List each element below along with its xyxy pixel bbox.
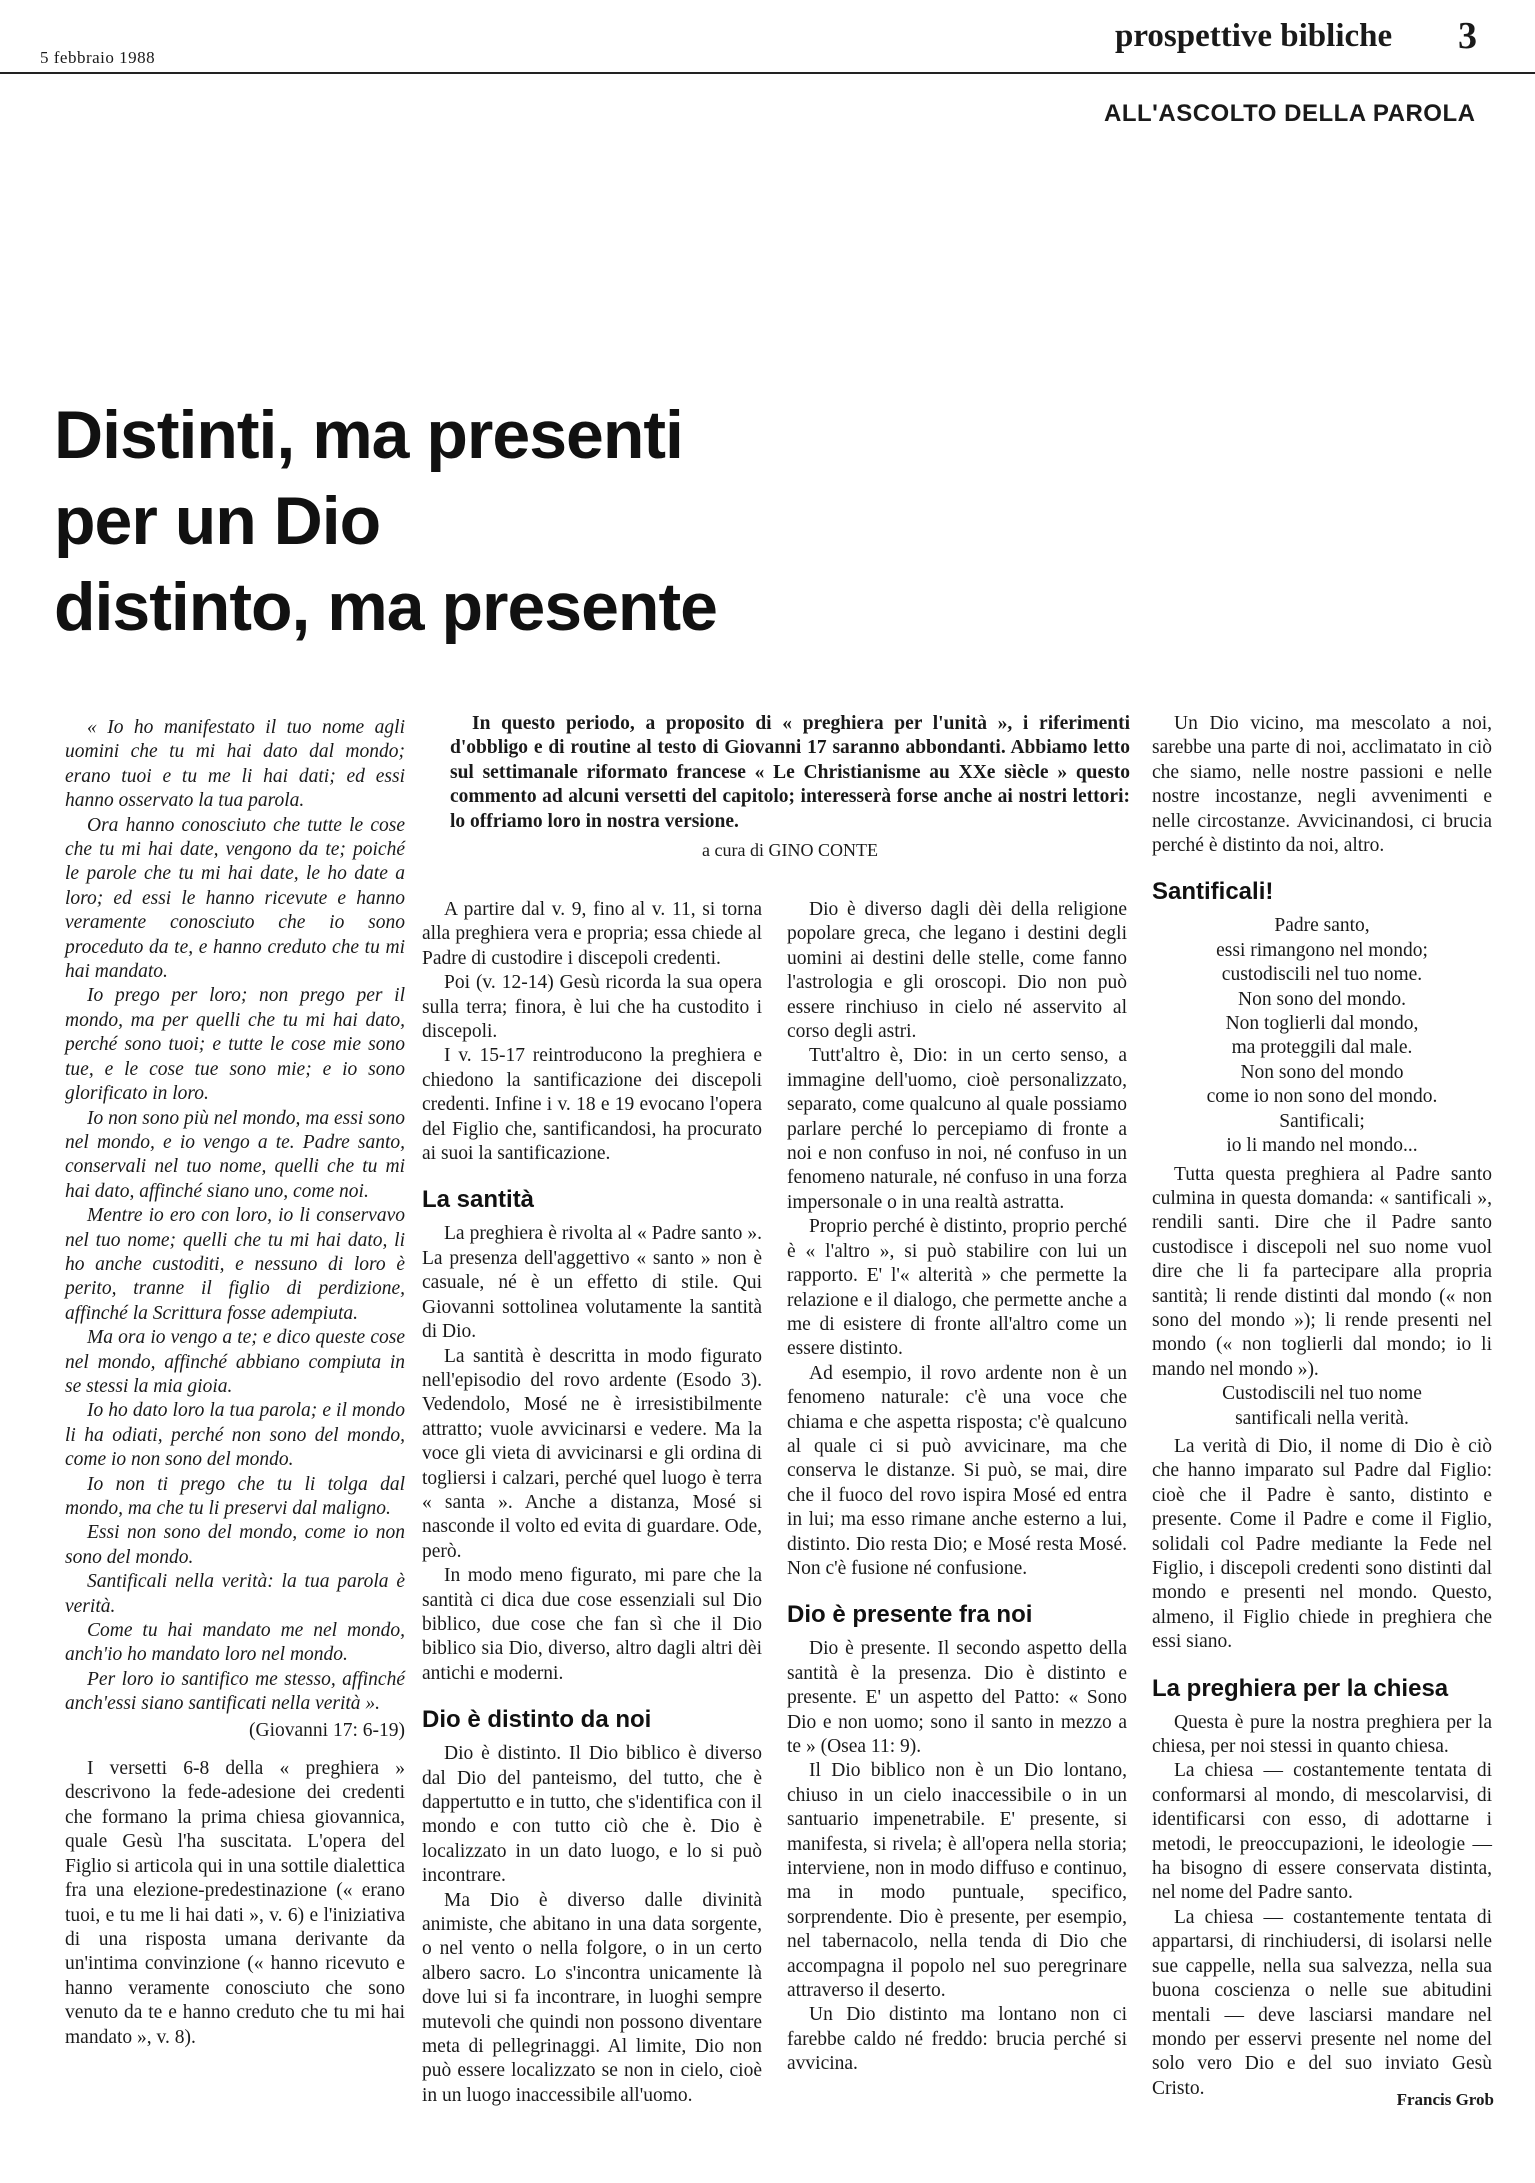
verse-line: Santificali;: [1279, 1110, 1365, 1132]
intro-text: [450, 712, 1130, 834]
section-title: prospettive bibliche: [1115, 18, 1393, 54]
body-paragraph: Un Dio distinto ma lontano non ci farebbe caldo né freddo: brucia perché si avvicina.: [787, 2004, 1127, 2075]
body-paragraph: Il Dio biblico non è un Dio lontano, chiuso in un cielo inaccessibile o in un santuario impenetrabile. E' presente, si manifesta, si rivela; è all'opera nella storia; interviene, non in modo diffuso e continuo, ma in modo puntuale, specifico, sorprendente. Dio è presente, per esempio, nel tabernacolo, nella tenda di Dio che accompagna il popolo nel suo peregrinare attraverso il deserto.: [787, 1760, 1127, 2002]
intro-paragraph: In questo periodo, a proposito di « preghiera per l'unità », i riferimenti d'obbligo e di routine al testo di Giovanni 17 saranno abbondanti. Abbiamo letto sul settimanale riformato francese « Le Christianisme au XXe siècle » questo commento ad alcuni versetti del capitolo; interesserà forse anche ai nostri lettori: lo offriamo loro in nostra versione.: [450, 713, 1130, 832]
body-paragraph: Ad esempio, il rovo ardente non è un fenomeno naturale: c'è una voce che chiama e che aspetta risposta; c'è qualcuno al quale ci si può avvicinare, ma che conserva le distanze. Si può, se mai, dire che il fuoco del rovo ispira Mosé ed entra in lui; ma esso rimane anche esterno a lui, distinto. Dio resta Dio; e Mosé resta Mosé. Non c'è fusione né confusione.: [787, 1362, 1127, 1579]
body-paragraph: Dio è diverso dagli dèi della religione popolare greca, che legano i destini degli uomini ai destini delle stelle, come fanno l'astrologia e gli oroscopi. Dio non può essere rinchiuso in cielo né asservito al corso degli astri.: [787, 899, 1127, 1043]
body-paragraph: Poi (v. 12-14) Gesù ricorda la sua opera sulla terra; finora, è lui che ha custodito i discepoli.: [422, 972, 762, 1043]
body-paragraph: La chiesa — costantemente tentata di appartarsi, di rinchiudersi, di isolarsi nelle sue cappelle, nella sua salvezza, nella sua buona coscienza o nelle sue abitudini mentali — deve lasciarsi mandare nel mondo per esservi presente nel nome del solo vero Dio e del suo inviato Gesù Cristo.: [1152, 1906, 1492, 2099]
prayer-verse: [1152, 914, 1492, 1158]
body-paragraph: In modo meno figurato, mi pare che la santità ci dica due cose essenziali sul Dio biblico, due cose che fan sì che il Dio biblico sia Dio, diverso, altro dagli altri dèi antichi e moderni.: [422, 1565, 762, 1684]
quote-paragraph: « Io ho manifestato il tuo nome agli uomini che tu mi hai dato dal mondo; erano tuoi e tu me li hai dati; ed essi hanno osservato la tua parola.: [65, 717, 405, 812]
verse-line: santificali nella verità.: [1235, 1407, 1409, 1429]
subheading-santificali: Santificali!: [1152, 878, 1274, 906]
quote-paragraph: Essi non sono del mondo, come io non sono del mondo.: [65, 1522, 405, 1568]
verse-line: Non sono del mondo: [1240, 1061, 1404, 1083]
verse-line: Padre santo,: [1274, 915, 1370, 937]
quote-paragraph: Santificali nella verità: la tua parola è verità.: [65, 1571, 405, 1617]
quote-paragraph: Io non sono più nel mondo, ma essi sono nel mondo, e io vengo a te. Padre santo, conservali nel tuo nome, quelli che tu mi hai dato, affinché siano uno, come noi.: [65, 1107, 405, 1202]
body-paragraph: A partire dal v. 9, fino al v. 11, si torna alla preghiera vera e propria; essa chiede al Padre di custodire i discepoli credenti.: [422, 899, 762, 969]
headline: [54, 392, 954, 650]
quote-paragraph: Ma ora io vengo a te; e dico queste cose nel mondo, affinché abbiano compiuta in se stessi la mia gioia.: [65, 1327, 405, 1397]
quote-paragraph: Per loro io santifico me stesso, affinché anch'essi siano santificati nella verità ».: [65, 1668, 405, 1715]
body-paragraph: Questa è pure la nostra preghiera per la chiesa, per noi stessi in quanto chiesa.: [1152, 1711, 1492, 1758]
page-number: 3: [1458, 15, 1477, 57]
curator-name: GINO CONTE: [768, 840, 878, 860]
author-signature: Francis Grob: [1396, 2090, 1494, 2109]
subheading-dio-distinto: Dio è distinto da noi: [422, 1706, 652, 1734]
column-1: [65, 716, 405, 2050]
subheading-santita: La santità: [422, 1186, 535, 1214]
curator-credit: [450, 840, 1130, 861]
headline-line-3: distinto, ma presente: [54, 569, 717, 645]
quote-paragraph: Ora hanno conosciuto che tutte le cose che tu mi hai date, vengono da te; poiché le parole che tu mi hai date, le ho date a loro; ed essi le hanno ricevute e hanno veramente conosciuto che io sono proceduto da te, e hanno creduto che tu mi hai mandato.: [65, 814, 405, 983]
column-4: [1152, 712, 1492, 2101]
quote-paragraph: Io non ti prego che tu li tolga dal mondo, ma che tu li preservi dal maligno.: [65, 1473, 405, 1519]
body-paragraph: Ma Dio è diverso dalle divinità animiste, che abitano in una data sorgente, o nel vento o nella folgore, o in un certo albero sacro. Lo s'incontra unicamente là dove lui si fa incontrare, in luoghi sempre mutevoli che quindi non possono diventare meta di pellegrinaggi. Al limite, Dio non può essere localizzato se non in cielo, cioè in un luogo inaccessibile all'uomo.: [422, 1889, 762, 2106]
body-paragraph: Proprio perché è distinto, proprio perché è « l'altro », si può stabilire con lui un rapporto. E' l'« alterità » che permette la relazione e il dialogo, che permette anche a me di esistere di fronte all'altro come un essere distinto.: [787, 1216, 1127, 1360]
body-paragraph: La preghiera è rivolta al « Padre santo ». La presenza dell'aggettivo « santo » non è casuale, né è un effetto di stile. Qui Giovanni sottolinea volutamente la santità di Dio.: [422, 1223, 762, 1343]
verse-line: ma proteggili dal male.: [1231, 1037, 1413, 1059]
body-paragraph: I v. 15-17 reintroducono la preghiera e chiedono la santificazione dei discepoli credenti. Infine i v. 18 e 19 evocano l'opera del Figlio che, santificandosi, ha procurato ai suoi la santificazione.: [422, 1045, 762, 1165]
scripture-quote: [65, 716, 405, 1717]
curator-prefix: a cura di: [702, 840, 764, 860]
verse-line: io li mando nel mondo...: [1226, 1135, 1418, 1157]
quote-citation: (Giovanni 17: 6-19): [249, 1719, 405, 1741]
quote-paragraph: Come tu hai mandato me nel mondo, anch'io ho mandato loro nel mondo.: [65, 1620, 405, 1666]
body-paragraph: Dio è presente. Il secondo aspetto della santità è la presenza. Dio è distinto e presente. E' un aspetto del Patto: « Sono Dio e non uomo; sono il santo in mezzo a te » (Osea 11: 9).: [787, 1638, 1127, 1757]
headline-line-2: per un Dio: [54, 483, 381, 559]
header-rule: [0, 72, 1535, 74]
verse-line: Non sono del mondo.: [1238, 988, 1406, 1010]
subheading-preghiera-chiesa: La preghiera per la chiesa: [1152, 1674, 1449, 1702]
verse-line: Custodiscili nel tuo nome: [1222, 1383, 1422, 1405]
body-paragraph: I versetti 6-8 della « preghiera » descrivono la fede-adesione dei credenti che formano la prima chiesa giovannica, quale Gesù l'ha suscitata. L'opera del Figlio si articola qui in una sottile dialettica fra una elezione-predestinazione (« erano tuoi, e tu me li hai dati », v. 6) e l'iniziativa di una risposta umana derivante da un'intima convinzione (« hanno ricevuto e hanno veramente conosciuto che sono venuto da te e hanno creduto che tu mi hai mandato », v. 8).: [65, 1758, 405, 2048]
verse-line: Non toglierli dal mondo,: [1225, 1013, 1419, 1035]
issue-date: 5 febbraio 1988: [40, 48, 156, 67]
column-2: [422, 898, 762, 2108]
prayer-verse-2: [1152, 1382, 1492, 1431]
body-paragraph: La chiesa — costantemente tentata di conformarsi al mondo, di mescolarvisi, di identificarsi con esso, di adottarne i metodi, le preoccupazioni, le ideologie — ha bisogno di essere conservata distinta, nel nome del Padre santo.: [1152, 1760, 1492, 1904]
column-3: [787, 898, 1127, 2077]
quote-paragraph: Mentre io ero con loro, io li conservavo nel tuo nome; quelli che tu mi hai dato, li ho anche custoditi, e nessuno di loro è perito, tranne il figlio di perdizione, affinché la Scrittura fosse adempiuta.: [65, 1205, 405, 1324]
body-paragraph: Tutt'altro è, Dio: in un certo senso, a immagine dell'uomo, cioè personalizzato, separato, come qualcuno al quale possiamo parlare perché lo percepiamo di fronte a noi e non confuso in noi, né confuso in un fenomeno naturale, né confuso in una forza impersonale o in una realtà astratta.: [787, 1045, 1127, 1213]
body-paragraph: Un Dio vicino, ma mescolato a noi, sarebbe una parte di noi, acclimatato in ciò che siamo, nelle nostre passioni e nelle nostre incostanze, negli avvenimenti e nelle circostanze. Avvicinandosi, ci brucia perché è distinto da noi, altro.: [1152, 713, 1492, 857]
quote-paragraph: Io prego per loro; non prego per il mondo, ma per quelli che tu mi hai dato, perché sono tuoi; e tutte le cose mie sono tue, e le cose tue sono mie; e io sono glorificato in loro.: [65, 985, 405, 1105]
verse-line: essi rimangono nel mondo;: [1216, 939, 1428, 961]
quote-paragraph: Io ho dato loro la tua parola; e il mondo li ha odiati, perché non sono del mondo, come io non sono del mondo.: [65, 1400, 405, 1471]
body-paragraph: La verità di Dio, il nome di Dio è ciò che hanno imparato sul Padre dal Figlio: cioè che il Padre è santo, distinto e presente. Come il Padre e come il Figlio, solidali col Padre mediante la Fede nel Figlio, i discepoli credenti sono distinti dal mondo e presenti nel mondo. Questo, almeno, il Figlio chiede in preghiera che essi siano.: [1152, 1435, 1492, 1653]
body-paragraph: La santità è descritta in modo figurato nell'episodio del rovo ardente (Esodo 3). Vedendolo, Mosé ne è irresistibilmente attratto; vuole avvicinarsi e vedere. Ma la voce gli vieta di avvicinarsi e gli ordina di togliersi i calzari, perché quel luogo è terra « santa ». Anche a distanza, Mosé si nasconde il volto ed evita di guardare. Ode, però.: [422, 1345, 762, 1562]
subheading-dio-presente: Dio è presente fra noi: [787, 1601, 1033, 1629]
section-kicker: ALL'ASCOLTO DELLA PAROLA: [1104, 100, 1476, 127]
verse-line: come io non sono del mondo.: [1206, 1086, 1438, 1108]
body-paragraph: Tutta questa preghiera al Padre santo culmina in questa domanda: « santificali », rendili santi. Dire che il Padre santo custodisce i discepoli nel suo nome vuol dire che li fa partecipare alla propria santità; li rende distinti dal mondo (« non sono del mondo »); li rende presenti nel mondo (« non toglierli dal mondo; io li mando nel mondo »).: [1152, 1163, 1492, 1380]
verse-line: custodiscili nel tuo nome.: [1221, 964, 1423, 986]
body-paragraph: Dio è distinto. Il Dio biblico è diverso dal Dio del panteismo, del tutto, che è dappertutto e in tutto, che s'identifica con il mondo e con tutto ciò che è. Dio è localizzato in un dato luogo, e lo si può incontrare.: [422, 1743, 762, 1887]
headline-line-1: Distinti, ma presenti: [54, 397, 683, 473]
